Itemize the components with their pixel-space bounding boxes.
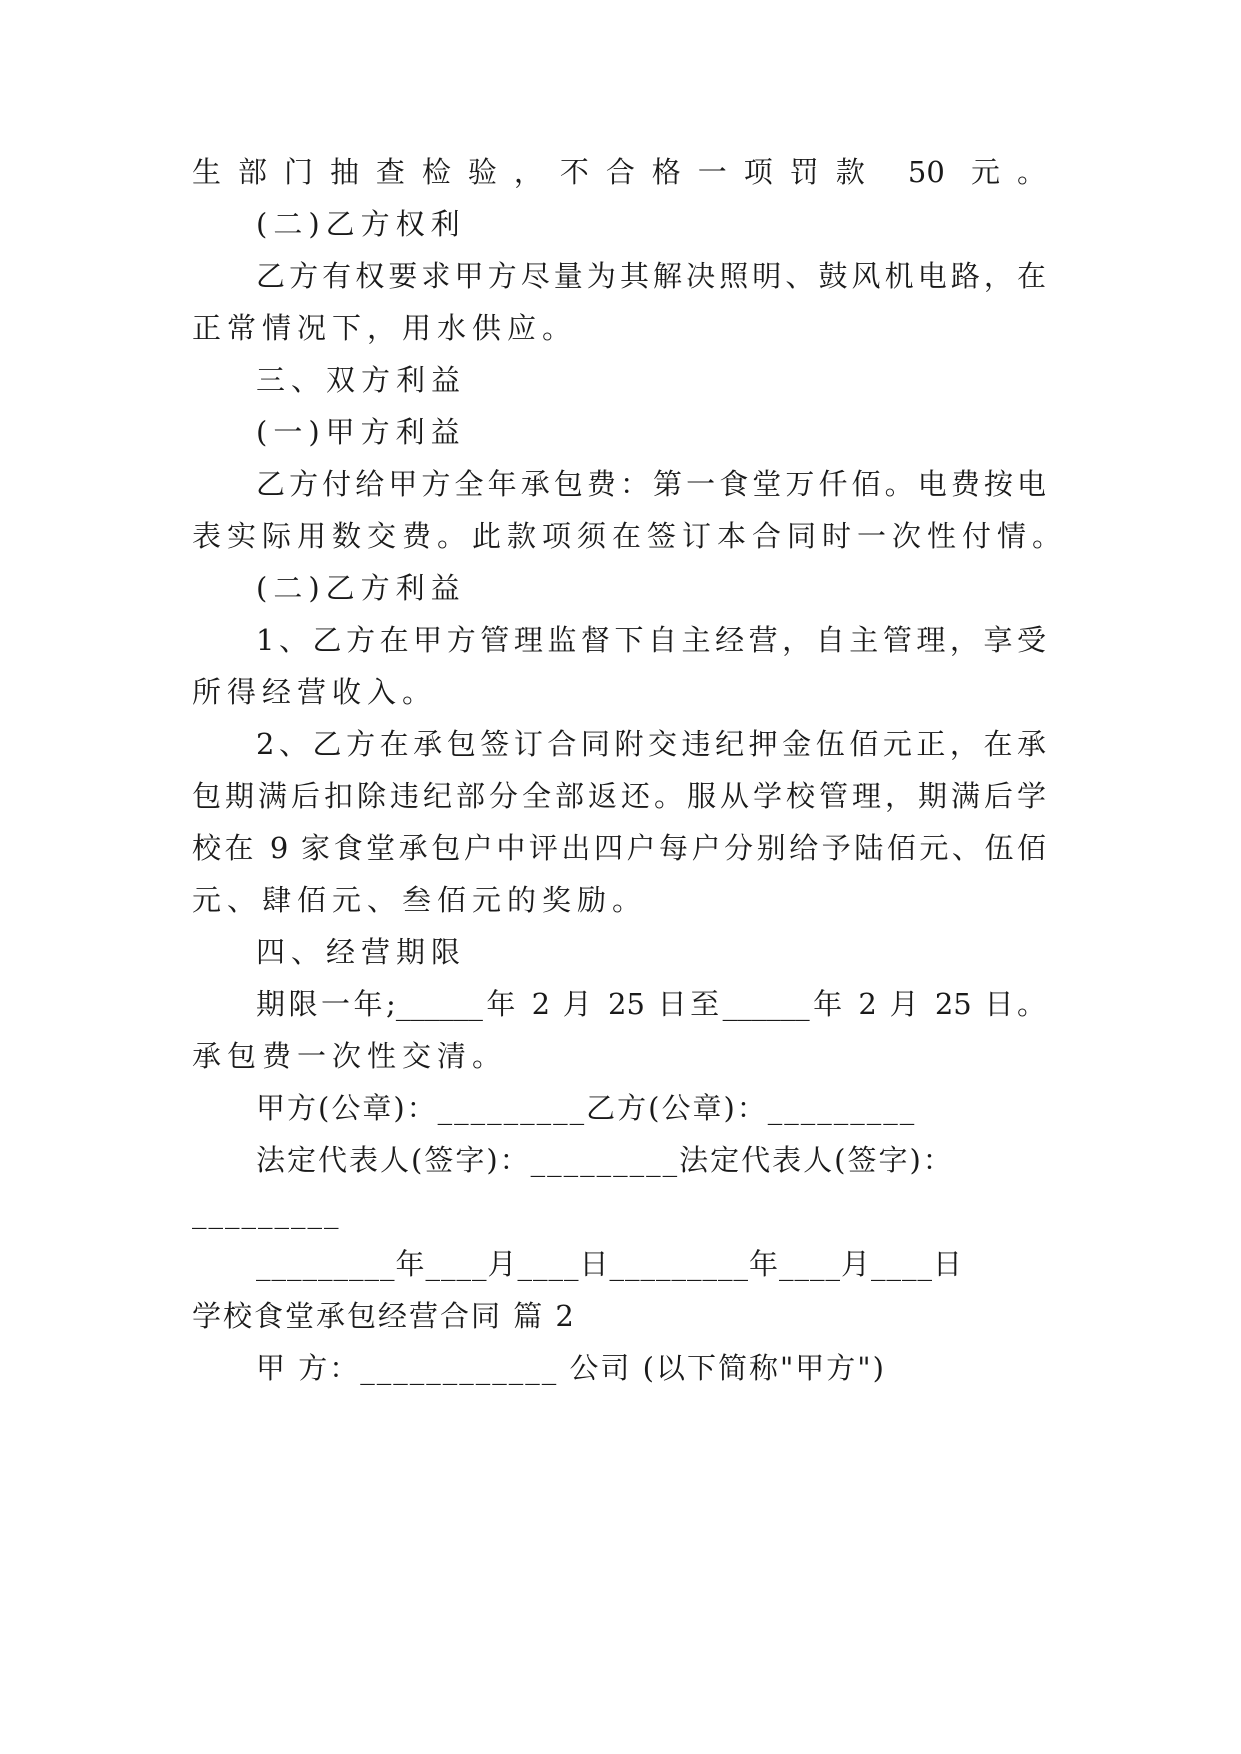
section-heading: (二)乙方利益: [256, 571, 466, 605]
signature-line: 法定代表人(签字)：_________法定代表人(签字)：: [256, 1143, 954, 1177]
paragraph-line: 2、乙方在承包签订合同附交违纪押金伍佰元正，在承: [256, 727, 1046, 761]
paragraph-line: 承包费一次性交清。: [192, 1039, 508, 1073]
paragraph-line: 1、乙方在甲方管理监督下自主经营，自主管理，享受: [256, 623, 1046, 657]
section-heading: (一)甲方利益: [256, 415, 466, 449]
paragraph-line: 生部门抽查检验，不合格一项罚款 50 元。: [192, 155, 1046, 189]
paragraph-line: 元、肆佰元、叁佰元的奖励。: [192, 883, 648, 917]
section-heading: 三、双方利益: [256, 363, 467, 397]
section-heading: (二)乙方权利: [256, 207, 466, 241]
paragraph-line: 包期满后扣除违纪部分全部返还。服从学校管理，期满后学: [192, 779, 1046, 813]
party-line: 甲 方：____________ 公司 (以下简称"甲方"): [256, 1351, 886, 1385]
date-line: _________年____月____日_________年____月____日: [256, 1247, 964, 1281]
signature-line: 甲方(公章)：_________乙方(公章)：_________: [256, 1091, 917, 1125]
document-title: 学校食堂承包经营合同 篇 2: [192, 1299, 576, 1333]
paragraph-line: 乙方付给甲方全年承包费：第一食堂万仟佰。电费按电: [256, 467, 1046, 501]
paragraph-line: 乙方有权要求甲方尽量为其解决照明、鼓风机电路，在: [256, 259, 1046, 293]
paragraph-line: 期限一年;______年 2 月 25 日至______年 2 月 25 日。: [256, 987, 1046, 1021]
signature-line: _________: [192, 1195, 341, 1229]
paragraph-line: 校在 9 家食堂承包户中评出四户每户分别给予陆佰元、伍佰: [192, 831, 1046, 865]
paragraph-line: 表实际用数交费。此款项须在签订本合同时一次性付情。: [192, 519, 1068, 553]
section-heading: 四、经营期限: [256, 935, 467, 969]
paragraph-line: 正常情况下，用水供应。: [192, 311, 578, 345]
paragraph-line: 所得经营收入。: [192, 675, 438, 709]
